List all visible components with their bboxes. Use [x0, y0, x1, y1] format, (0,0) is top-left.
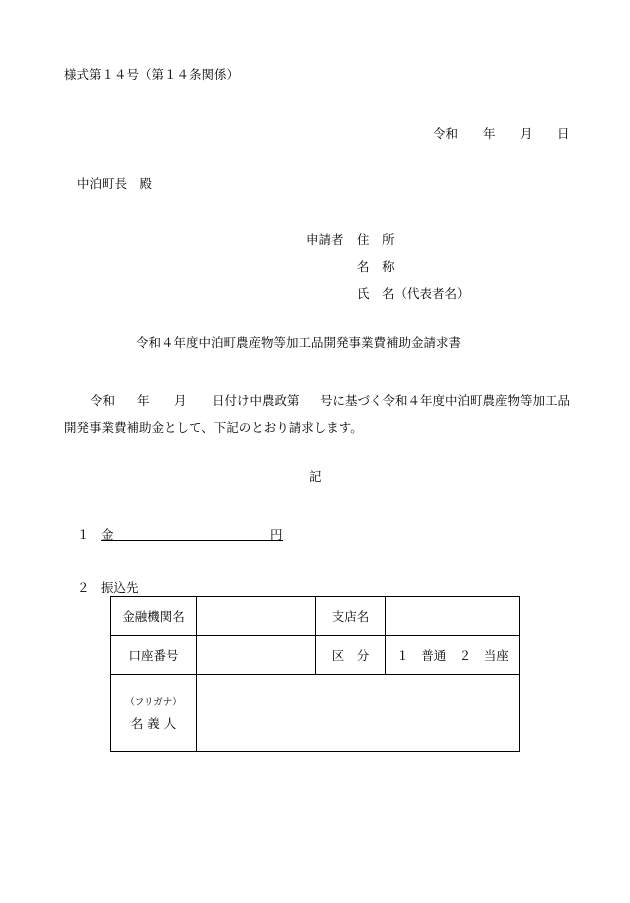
applicant-label: 申請者 — [306, 232, 344, 247]
applicant-person: 氏 名（代表者名） — [357, 286, 470, 301]
bank-table — [110, 596, 520, 752]
account-number-field[interactable] — [197, 636, 316, 675]
body-dated: 日付け中農政第 — [212, 393, 300, 408]
document-title: 令和４年度中泊町農産物等加工品開発事業費補助金請求書 — [136, 335, 462, 350]
amount-unit: 円 — [270, 527, 283, 542]
bank-name-field[interactable] — [197, 597, 316, 636]
account-row — [111, 636, 520, 675]
item1-number: １ — [77, 527, 90, 542]
holder-label: 名 義 人 — [130, 716, 177, 731]
date-day: 日 — [557, 126, 570, 141]
bank-row — [111, 597, 520, 636]
branch-field[interactable] — [386, 597, 520, 636]
holder-row — [111, 675, 520, 752]
date-year: 年 — [483, 126, 496, 141]
furigana-label: （フリガナ） — [125, 697, 182, 708]
applicant-address: 住 所 — [357, 232, 395, 247]
addressee: 中泊町長 殿 — [77, 176, 153, 191]
body-rest: 号に基づく令和４年度中泊町農産物等加工品 — [320, 393, 571, 408]
body-line2: 開発事業費補助金として、下記のとおり請求します。 — [64, 420, 363, 435]
form-number: 様式第１４号（第１４条関係） — [64, 67, 240, 82]
kubun-options[interactable]: １ 普通 ２ 当座 — [386, 636, 520, 675]
date-era: 令和 — [433, 126, 459, 141]
applicant-name: 名 称 — [357, 259, 395, 274]
body-month: 月 — [174, 393, 187, 408]
holder-label-cell — [111, 675, 197, 752]
branch-label: 支店名 — [316, 597, 386, 636]
kubun-label: 区 分 — [316, 636, 386, 675]
account-number-label: 口座番号 — [111, 636, 197, 675]
bank-name-label: 金融機関名 — [111, 597, 197, 636]
transfer-label: 振込先 — [101, 580, 139, 595]
holder-field[interactable] — [197, 675, 520, 752]
body-year: 年 — [137, 393, 150, 408]
item2-number: ２ — [77, 580, 90, 595]
ki-heading: 記 — [309, 469, 322, 484]
amount-line — [101, 525, 283, 541]
date-month: 月 — [520, 126, 533, 141]
amount-label: 金 — [101, 527, 114, 542]
body-era: 令和 — [90, 393, 116, 408]
